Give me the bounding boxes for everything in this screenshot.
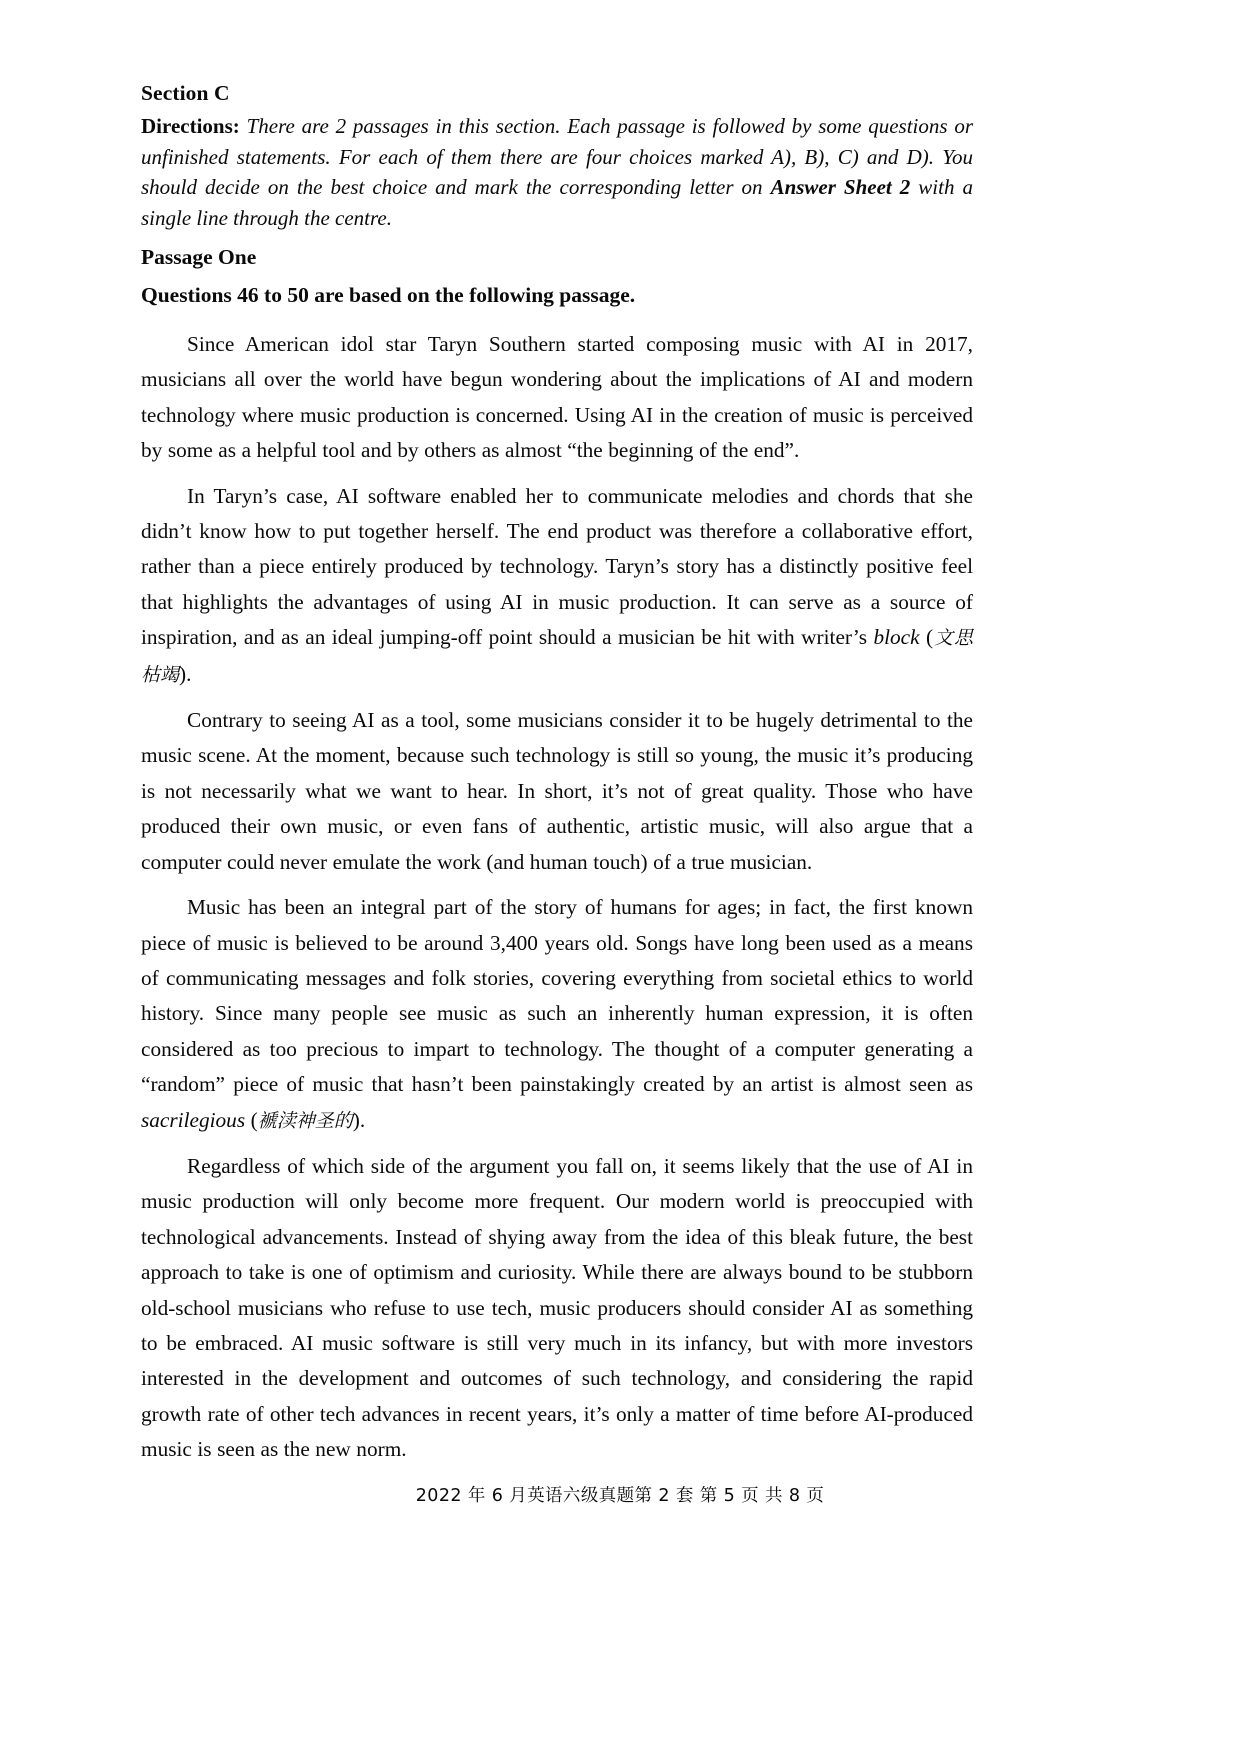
directions-text-second: with a single line through the centre. <box>141 175 973 230</box>
glossed-term-block: block <box>873 625 920 650</box>
paragraph-4-text: Music has been an integral part of the story of humans for ages; in fact, the first known piece of music is believed to be around 3,400 years old. Songs have long been used as a means of communicating messages and folk stories, covering everything from societal ethics to world history. Since many people see music as such an inherently human expression, it is often considered as too precious to impart to technology. The thought of a computer generating a “random” piece of music that hasn’t been painstakingly created by an artist is almost seen as <box>141 895 973 1097</box>
directions-block <box>141 111 973 233</box>
paragraph-2-text: In Taryn’s case, AI software enabled her to communicate melodies and chords that she didn’t know how to put together herself. The end product was therefore a collaborative effort, rather than a piece entirely produced by technology. Taryn’s story has a distinctly positive feel that highlights the advantages of using AI in music production. It can serve as a source of inspiration, and as an ideal jumping-off point should a musician be hit with writer’s <box>141 483 973 650</box>
answer-sheet-emphasis: Answer Sheet 2 <box>770 175 911 199</box>
passage-paragraph-3: Contrary to seeing AI as a tool, some musicians consider it to be hugely detrimental to the music scene. At the moment, because such technology is still so young, the music it’s producing is not necessarily what we want to hear. In short, it’s not of great quality. Those who have produced their own music, or even fans of authentic, artistic music, will also argue that a computer could never emulate the work (and human touch) of a true musician. <box>141 708 973 874</box>
chinese-gloss-sacrilegious: 褫渎神圣的 <box>257 1109 353 1132</box>
passage-paragraph-4 <box>141 890 973 1139</box>
directions-label: Directions: <box>141 114 240 138</box>
page-footer: 2022 年 6 月英语六级真题第 2 套 第 5 页 共 8 页 <box>415 1486 825 1506</box>
passage-paragraph-2 <box>141 479 973 693</box>
gloss-close-4: ). <box>352 1107 366 1132</box>
passage-paragraph-5: Regardless of which side of the argument you fall on, it seems likely that the use of AI in music production will only become more frequent. Our modern world is preoccupied with technological advancements. Instead of shying away from the idea of this bleak future, the best approach to take is one of optimism and curiosity. While there are always bound to be stubborn old-school musicians who refuse to use tech, music producers should consider AI as something to be embraced. AI music software is still very much in its infancy, but with more investors interested in the development and outcomes of such technology, and considering the rapid growth rate of other tech advances in recent years, it’s only a matter of time before AI-produced music is seen as the new norm. <box>141 1153 973 1462</box>
section-title: Section C <box>141 81 230 105</box>
page-content <box>141 78 973 1468</box>
glossed-term-sacrilegious: sacrilegious <box>141 1107 246 1132</box>
passage-paragraph-1: Since American idol star Taryn Southern started composing music with AI in 2017, musicians all over the world have begun wondering about the implications of AI and modern technology where music production is concerned. Using AI in the creation of music is perceived by some as a helpful tool and by others as almost “the beginning of the end”. <box>141 332 973 463</box>
questions-range-label: Questions 46 to 50 are based on the following passage. <box>141 283 636 307</box>
gloss-open-4: ( <box>245 1107 258 1132</box>
chinese-gloss-block: 文思枯竭 <box>141 627 973 686</box>
passage-label: Passage One <box>141 245 257 269</box>
gloss-open-2: ( <box>919 625 934 650</box>
directions-text-first: There are 2 passages in this section. Each passage is followed by some questions or unfinished statements. For each of them there are four choices marked A), B), C) and D). You should decide on the best choice and mark the corresponding letter on <box>141 114 974 199</box>
gloss-close-2: ). <box>179 661 192 686</box>
